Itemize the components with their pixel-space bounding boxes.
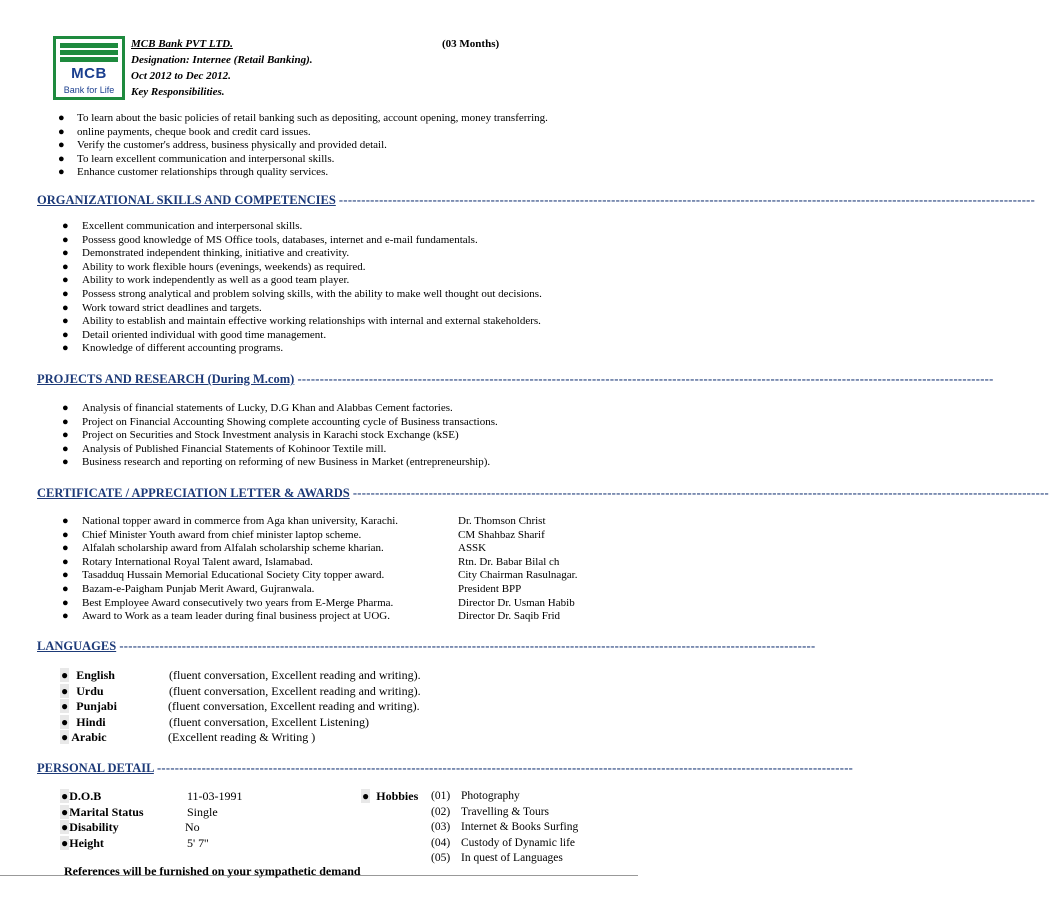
- job-header: [131, 36, 531, 100]
- list-item: ● Arabic (Excellent reading & Writing ): [61, 730, 316, 744]
- bullet-icon: ●: [62, 247, 69, 260]
- list-item: ● Rotary International Royal Talent award, Islamabad. Rtn. Dr. Babar Bilal ch: [62, 555, 560, 568]
- list-item: (02) Travelling & Tours: [431, 805, 550, 818]
- list-item: ● Ability to establish and maintain effective working relationships with internal and external stakeholders.: [62, 315, 541, 328]
- company-name: MCB Bank PVT LTD.: [131, 38, 233, 50]
- bullet-icon: ●: [61, 683, 69, 698]
- personal-field-height: ●Height 5' 7'': [61, 835, 209, 850]
- bullet-icon: ●: [62, 402, 69, 414]
- list-item: (01) Photography: [431, 790, 520, 802]
- bullet-icon: ●: [62, 555, 69, 568]
- personal-field-disability: ●Disability No: [61, 820, 200, 834]
- bullet-icon: ●: [62, 610, 69, 623]
- list-item: ● online payments, cheque book and credit card issues.: [58, 125, 311, 138]
- bullet-icon: ●: [62, 233, 69, 246]
- list-item: ● Project on Financial Accounting Showing complete accounting cycle of Business transactions.: [62, 415, 498, 428]
- list-item: ● Verify the customer's address, business physically and provided detail.: [58, 139, 387, 152]
- references-note: References will be furnished on your sympathetic demand: [64, 864, 361, 878]
- list-item: ● Knowledge of different accounting programs.: [62, 342, 284, 355]
- bullet-icon: ●: [62, 315, 69, 328]
- bullet-icon: ●: [61, 668, 69, 682]
- bullet-icon: ●: [58, 112, 65, 124]
- list-item: ● Excellent communication and interpersonal skills.: [62, 220, 303, 232]
- personal-fields: [60, 789, 320, 851]
- bullet-icon: ●: [62, 220, 69, 232]
- section-heading-projects: PROJECTS AND RESEARCH (During M.com) ------------------------------------------------------------------------------------------------------------------------------------------------------------: [37, 372, 994, 386]
- list-item: ● Punjabi (fluent conversation, Excellent reading and writing).: [61, 699, 420, 713]
- job-key-responsibilities: Key Responsibilities.: [131, 86, 225, 98]
- list-item: ● Ability to work flexible hours (evenings, weekends) as required.: [62, 260, 366, 273]
- skills-list: [62, 220, 542, 356]
- bullet-icon: ●: [61, 730, 69, 744]
- bullet-icon: ●: [62, 287, 69, 300]
- list-item: ● Project on Securities and Stock Investment analysis in Karachi stock Exchange (kSE): [62, 429, 459, 442]
- personal-field-dob: ●D.O.B 11-03-1991: [61, 789, 243, 803]
- list-item: ● National topper award in commerce from Aga khan university, Karachi. Dr. Thomson Christ: [62, 515, 546, 527]
- section-heading-personal: PERSONAL DETAIL ------------------------------------------------------------------------------------------------------------------------------------------------------------: [37, 761, 854, 775]
- bullet-icon: ●: [62, 515, 69, 527]
- list-item: ● Award to Work as a team leader during final business project at UOG. Director Dr. Saqib Frid: [62, 610, 561, 623]
- bullet-icon: ●: [62, 429, 69, 442]
- list-item: ● Possess good knowledge of MS Office tools, databases, internet and e-mail fundamentals.: [62, 233, 478, 246]
- bullet-icon: ●: [62, 582, 69, 595]
- section-heading-languages: LANGUAGES ------------------------------------------------------------------------------------------------------------------------------------------------------------: [37, 639, 816, 653]
- list-item: ● Bazam-e-Paigham Punjab Merit Award, Gujranwala. President BPP: [62, 582, 522, 595]
- bullet-icon: ●: [62, 528, 69, 541]
- list-item: ● To learn about the basic policies of retail banking such as depositing, account opening, money transferring.: [58, 112, 548, 124]
- list-item: ● English (fluent conversation, Excellent reading and writing).: [61, 668, 421, 682]
- bullet-icon: ●: [61, 820, 69, 834]
- bullet-icon: ●: [62, 260, 69, 273]
- list-item: ● Chief Minister Youth award from chief minister laptop scheme. CM Shahbaz Sharif: [62, 528, 545, 541]
- bullet-icon: ●: [61, 804, 69, 819]
- bullet-icon: ●: [62, 596, 69, 609]
- list-item: ● To learn excellent communication and interpersonal skills.: [58, 152, 335, 165]
- job-designation: Designation: Internee (Retail Banking).: [131, 54, 313, 66]
- bullet-icon: ●: [61, 699, 69, 713]
- bullet-icon: ●: [58, 152, 65, 165]
- section-heading-skills: ORGANIZATIONAL SKILLS AND COMPETENCIES ------------------------------------------------------------------------------------------------------------------------------------------------------------: [37, 193, 1036, 207]
- job-responsibility-list: [58, 112, 548, 180]
- job-duration: (03 Months): [442, 38, 500, 50]
- bullet-icon: ●: [62, 328, 69, 341]
- list-item: (04) Custody of Dynamic life: [431, 836, 576, 849]
- personal-field-marital: ●Marital Status Single: [61, 804, 218, 819]
- job-period: Oct 2012 to Dec 2012.: [131, 70, 231, 82]
- list-item: (03) Internet & Books Surfing: [431, 821, 579, 833]
- bullet-icon: ●: [62, 301, 69, 314]
- list-item: ● Possess strong analytical and problem solving skills, with the ability to make well thought out decisions.: [62, 287, 542, 300]
- bullet-icon: ●: [62, 456, 69, 469]
- hobbies-label: ● Hobbies: [362, 789, 419, 803]
- bullet-icon: ●: [58, 166, 65, 179]
- bullet-icon: ●: [62, 342, 69, 355]
- list-item: ● Business research and reporting on reforming of new Business in Market (entrepreneurship).: [62, 456, 491, 469]
- list-item: ● Analysis of financial statements of Lucky, D.G Khan and Alabbas Cement factories.: [62, 402, 453, 414]
- bullet-icon: ●: [62, 569, 69, 582]
- section-heading-awards: CERTIFICATE / APPRECIATION LETTER & AWARDS ------------------------------------------------------------------------------------------------------------------------------------------------------------: [37, 486, 1049, 500]
- list-item: ● Work toward strict deadlines and targets.: [62, 301, 262, 314]
- list-item: ● Detail oriented individual with good time management.: [62, 328, 327, 341]
- list-item: (05) In quest of Languages: [431, 852, 563, 864]
- bullet-icon: ●: [61, 789, 69, 803]
- logo-stripes: [60, 43, 118, 67]
- bullet-icon: ●: [58, 139, 65, 152]
- bullet-icon: ●: [62, 274, 69, 287]
- mcb-logo: [53, 36, 125, 100]
- list-item: ● Best Employee Award consecutively two years from E-Merge Pharma. Director Dr. Usman Habib: [62, 596, 575, 609]
- projects-list: [62, 402, 498, 470]
- list-item: ● Enhance customer relationships through quality services.: [58, 166, 329, 179]
- list-item: ● Urdu (fluent conversation, Excellent reading and writing).: [61, 683, 421, 698]
- bullet-icon: ●: [62, 415, 69, 428]
- hobbies-list: [431, 789, 621, 867]
- logo-tagline: Bank for Life: [63, 85, 115, 95]
- list-item: ● Tasadduq Hussain Memorial Educational Society City topper award. City Chairman Rasulnagar.: [62, 569, 578, 582]
- bullet-icon: ●: [58, 125, 65, 138]
- languages-list: [60, 668, 480, 746]
- awards-list: [62, 515, 602, 624]
- bullet-icon: ●: [62, 442, 69, 455]
- list-item: ● Analysis of Published Financial Statements of Kohinoor Textile mill.: [62, 442, 387, 455]
- bullet-icon: ●: [362, 789, 370, 803]
- bullet-icon: ●: [61, 714, 69, 729]
- bullet-icon: ●: [61, 835, 69, 850]
- bullet-icon: ●: [62, 542, 69, 555]
- list-item: ● Ability to work independently as well as a good team player.: [62, 274, 350, 287]
- logo-mcb-text: MCB: [71, 65, 107, 82]
- list-item: ● Hindi (fluent conversation, Excellent Listening): [61, 714, 369, 729]
- list-item: ● Alfalah scholarship award from Alfalah scholarship scheme kharian. ASSK: [62, 542, 487, 555]
- list-item: ● Demonstrated independent thinking, initiative and creativity.: [62, 247, 350, 260]
